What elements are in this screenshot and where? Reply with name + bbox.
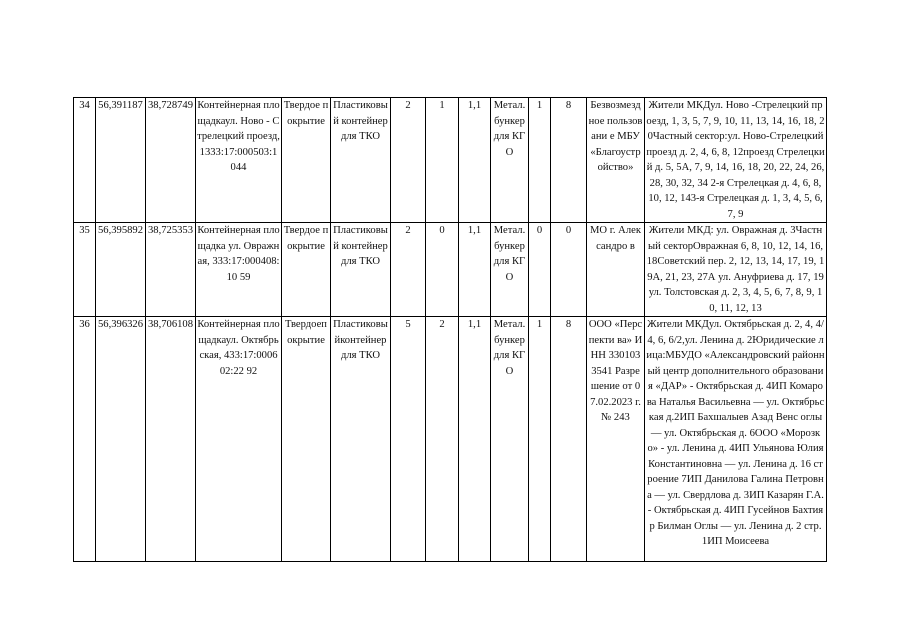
row-number: 34 [74, 98, 96, 223]
table-row [74, 223, 827, 317]
site-description: Контейнерная площадкаул. Ново - Стрелецкий проезд, 1333:17:000503:1 044 [196, 98, 282, 223]
table-row [74, 98, 827, 223]
residents: Жители МКД: ул. Овражная д. 3Частный секторОвражная 6, 8, 10, 12, 14, 16, 18Советский пер. 2, 12, 13, 14, 17, 19, 19А, 21, 23, 27А ул. Ануфриева д. 17, 19ул. Толстовская д. 2, 3, 4, 5, 6, 7, 8, 9, 10, 11, 12, 13 [645, 223, 827, 317]
owner: Безвозмезд ное пользовани е МБУ «Благоустр ойство» [587, 98, 645, 223]
owner: ООО «Перспекти ва» ИНН 3301033541 Разрешение от 07.02.2023 г. № 243 [587, 317, 645, 562]
container-count-extra: 0 [426, 223, 459, 317]
container-count: 2 [391, 98, 426, 223]
bunker-type: Метал. бункер для КГО [491, 317, 529, 562]
container-volume: 1,1 [459, 223, 491, 317]
bunker-type: Метал. бункер для КГО [491, 98, 529, 223]
site-description: Контейнерная площадка ул. Овражная, 333:17:000408:10 59 [196, 223, 282, 317]
surface-type: Твердое покрытие [282, 223, 331, 317]
container-type: Пластиковы й контейнер для ТКО [331, 98, 391, 223]
site-description: Контейнерная площадкаул. Октябрьская, 433:17:000602:22 92 [196, 317, 282, 562]
row-number: 36 [74, 317, 96, 562]
surface-type: Твердое покрытие [282, 98, 331, 223]
container-count-extra: 2 [426, 317, 459, 562]
latitude: 56,396326 [96, 317, 146, 562]
latitude: 56,395892 [96, 223, 146, 317]
container-volume: 1,1 [459, 98, 491, 223]
surface-type: Твердоеп окрытие [282, 317, 331, 562]
bunker-volume: 0 [551, 223, 587, 317]
container-volume: 1,1 [459, 317, 491, 562]
container-type: Пластиковы йконтейнер для ТКО [331, 317, 391, 562]
container-count: 5 [391, 317, 426, 562]
container-count-extra: 1 [426, 98, 459, 223]
residents: Жители МКДул. Октябрьская д. 2, 4, 4/4, 6, 6/2,ул. Ленина д. 2Юридические лица:МБУДО «Александровский районный центр дополнительного образования «ДАР» - Октябрьская д. 4ИП Комарова Наталья Васильевна — ул. Октябрьская д.2ИП Бахшалыев Азад Венс оглы — ул. Октябрьская д. 6ООО «Морозко» - ул. Ленина д. 4ИП Ульянова Юлия Константиновна — ул. Ленина д. 16 строение 7ИП Данилова Галина Петровна — ул. Свердлова д. 3ИП Казарян Г.А. - Октябрьская д. 4ИП Гусейнов Бахтияр Билман Оглы — ул. Ленина д. 2 стр. 1ИП Моисеева [645, 317, 827, 562]
longitude: 38,706108 [146, 317, 196, 562]
longitude: 38,728749 [146, 98, 196, 223]
bunker-count: 1 [529, 98, 551, 223]
container-type: Пластиковы й контейнер для ТКО [331, 223, 391, 317]
latitude: 56,391187 [96, 98, 146, 223]
row-number: 35 [74, 223, 96, 317]
owner: МО г. Александро в [587, 223, 645, 317]
bunker-volume: 8 [551, 98, 587, 223]
longitude: 38,725353 [146, 223, 196, 317]
registry-table [73, 97, 827, 562]
bunker-type: Метал. бункер для КГО [491, 223, 529, 317]
bunker-count: 0 [529, 223, 551, 317]
table-row [74, 317, 827, 562]
bunker-count: 1 [529, 317, 551, 562]
bunker-volume: 8 [551, 317, 587, 562]
container-count: 2 [391, 223, 426, 317]
residents: Жители МКДул. Ново -Стрелецкий проезд, 1, 3, 5, 7, 9, 10, 11, 13, 14, 16, 18, 20Частный сектор:ул. Ново-Стрелецкий проезд д. 2, 4, 6, 8, 12проезд Стрелецкий д. 5, 5А, 7, 9, 14, 16, 18, 20, 22, 24, 26, 28, 30, 32, 34 2-я Стрелецкая д. 4, 6, 8, 10, 12, 143-я Стрелецкая д. 1, 3, 4, 5, 6, 7, 9 [645, 98, 827, 223]
